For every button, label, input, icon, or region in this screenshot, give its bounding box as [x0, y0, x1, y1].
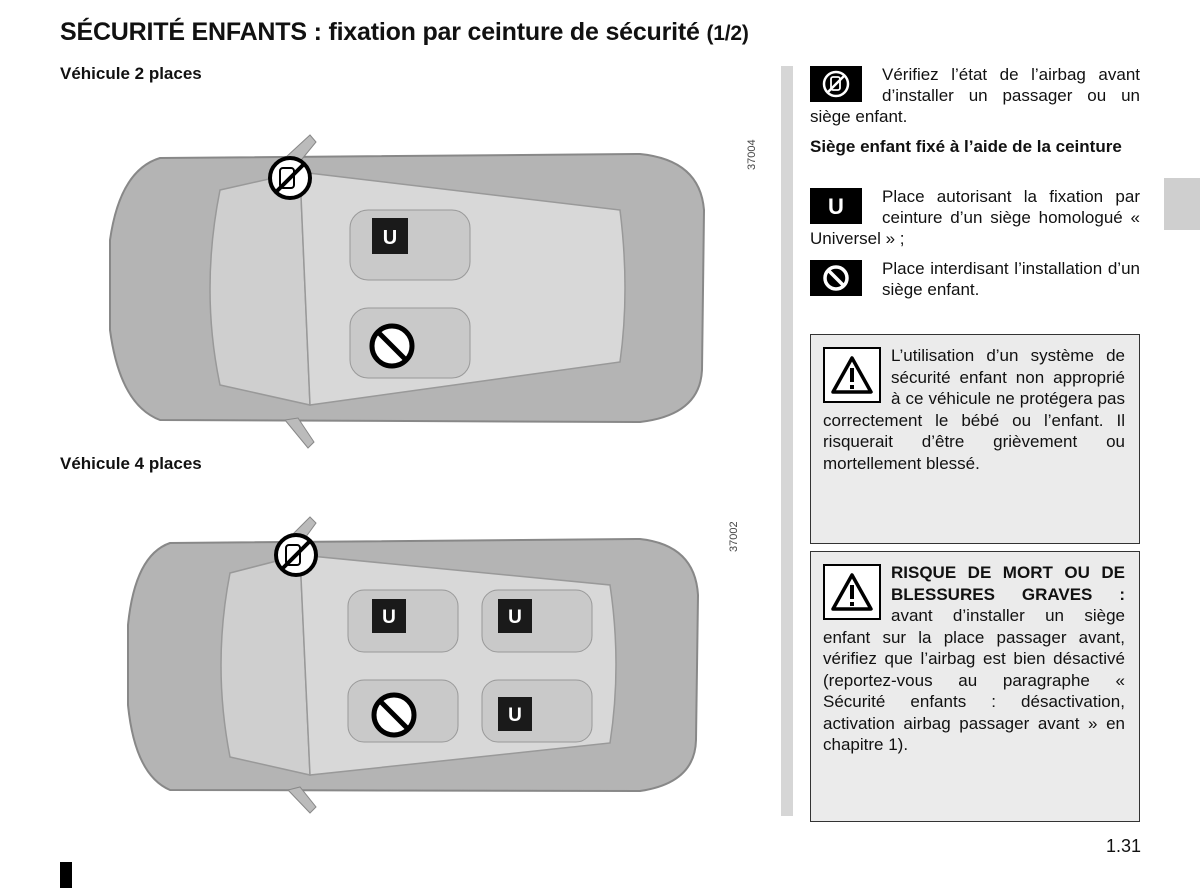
svg-text:U: U — [508, 705, 522, 726]
universal-glyph: U — [828, 193, 844, 219]
figure-ref-code-2: 37002 — [728, 521, 740, 552]
airbag-note-text: Vérifiez l’état de l’airbag avant d’installer un passager ou un siège enfant. — [810, 65, 1140, 126]
warning-box-2 — [810, 551, 1140, 822]
seat-passenger — [350, 210, 470, 280]
svg-text:U: U — [382, 607, 396, 628]
figure-label-4-places: Véhicule 4 places — [60, 454, 202, 473]
figure-label-2-places: Véhicule 2 places — [60, 64, 202, 83]
warning-1-text: L’utilisation d’un système de sécurité enfant non approprié à ce véhicule ne protégera pas correctement le bébé ou l’enfant. Il risquerait d’être grièvement ou mortellement blessé. — [823, 346, 1125, 473]
warning-icon — [823, 564, 881, 620]
no-airbag-child-seat-icon — [276, 535, 316, 575]
page-title-suffix: (1/2) — [706, 22, 749, 45]
page-title — [60, 18, 749, 47]
figure-ref-code-1: 37004 — [746, 139, 758, 170]
chapter-tab — [1164, 178, 1200, 230]
prohibited-icon — [810, 260, 862, 296]
page-number: 1.31 — [1106, 836, 1142, 856]
belt-heading: Siège enfant fixé à l’aide de la ceinture — [810, 137, 1122, 156]
warning-2-text: avant d’installer un siège enfant sur la place passager avant, vérifiez que l’airbag est bien désactivé (reportez-vous au paragraphe « Sécurité enfants : désactivation, activation airbag passager avant » en chapitre 1). — [823, 606, 1125, 754]
corner-mark — [60, 862, 72, 888]
warning-2-heading: RISQUE DE MORT OU DE BLESSURES GRAVES : — [891, 563, 1125, 604]
windshield — [210, 172, 310, 405]
car-diagram-2-places — [100, 130, 710, 450]
warning-icon — [823, 347, 881, 403]
prohibited-icon — [372, 326, 412, 366]
car-diagram-4-places — [120, 515, 710, 815]
universal-legend — [810, 186, 1140, 249]
universal-legend-text: Place autorisant la fixation par ceinture d’un siège homologué « Universel » ; — [810, 187, 1140, 248]
column-divider — [781, 66, 793, 816]
windshield — [221, 555, 310, 775]
universal-seat-icon — [498, 599, 532, 633]
airbag-note — [810, 64, 1140, 127]
universal-seat-icon — [372, 218, 408, 254]
svg-text:U: U — [508, 607, 522, 628]
universal-seat-icon — [498, 697, 532, 731]
svg-text:U: U — [382, 227, 398, 249]
universal-seat-icon — [810, 188, 862, 224]
prohibited-icon — [374, 695, 414, 735]
prohibited-legend — [810, 258, 1140, 300]
mirror-left — [285, 418, 314, 448]
prohibited-legend-text: Place interdisant l’installation d’un siège enfant. — [882, 259, 1140, 299]
warning-box-1 — [810, 334, 1140, 544]
universal-seat-icon — [372, 599, 406, 633]
airbag-child-seat-icon — [810, 66, 862, 102]
page-title-text: SÉCURITÉ ENFANTS : fixation par ceinture de sécurité — [60, 18, 700, 46]
no-airbag-child-seat-icon — [270, 158, 310, 198]
